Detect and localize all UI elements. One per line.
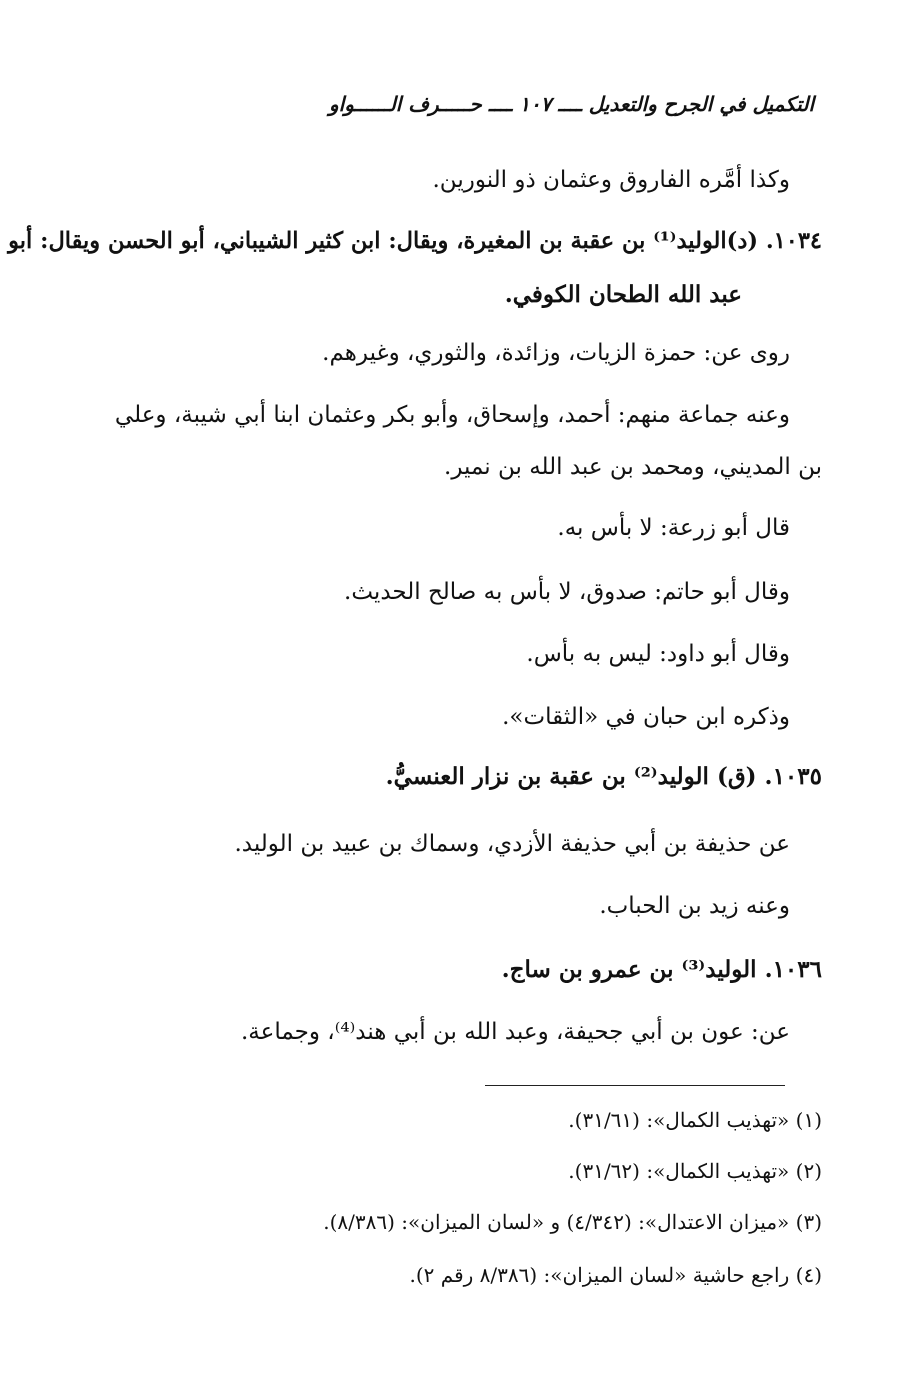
text-line: بن المديني، ومحمد بن عبد الله بن نمير. bbox=[444, 454, 822, 480]
text-line: وعنه زيد بن الحباب. bbox=[599, 893, 790, 919]
footnote: (٣) «ميزان الاعتدال»: (٤/٣٤٢) و «لسان الميزان»: (٨/٣٨٦). bbox=[323, 1210, 822, 1234]
text-line: عن: عون بن أبي جحيفة، وعبد الله بن أبي هند⁽⁴⁾، وجماعة. bbox=[240, 1019, 790, 1045]
entry-heading-1035: ١٠٣٥. (ق) الوليد⁽²⁾ بن عقبة بن نزار العنسيُّ. bbox=[385, 763, 822, 790]
footnote-divider bbox=[485, 1085, 785, 1086]
footnote: (٢) «تهذيب الكمال»: (٣١/٦٢). bbox=[568, 1159, 822, 1183]
entry-heading-1034: ١٠٣٤. (د)الوليد⁽¹⁾ بن عقبة بن المغيرة، ويقال: ابن كثير الشيباني، أبو الحسن ويقال: أبو bbox=[8, 228, 822, 254]
footnote: (٤) راجع حاشية «لسان الميزان»: (٨/٣٨٦ رقم ٢). bbox=[409, 1263, 822, 1287]
footnote: (١) «تهذيب الكمال»: (٣١/٦١). bbox=[568, 1108, 822, 1132]
text-line: روى عن: حمزة الزيات، وزائدة، والثوري، وغيرهم. bbox=[322, 340, 790, 366]
text-line: وقال أبو حاتم: صدوق، لا بأس به صالح الحديث. bbox=[344, 579, 790, 605]
text-line: وعنه جماعة منهم: أحمد، وإسحاق، وأبو بكر وعثمان ابنا أبي شيبة، وعلي bbox=[114, 402, 790, 428]
running-head: التكميل في الجرح والتعديل ــــ ١٠٧ ــــ حـــــرف الــــــواو bbox=[328, 92, 814, 116]
entry-heading-1036: ١٠٣٦. الوليد⁽³⁾ بن عمرو بن ساج. bbox=[501, 956, 822, 983]
entry-heading-continuation: عبد الله الطحان الكوفي. bbox=[504, 281, 742, 308]
text-line: وقال أبو داود: ليس به بأس. bbox=[526, 641, 790, 667]
text-line: عن حذيفة بن أبي حذيفة الأزدي، وسماك بن عبيد بن الوليد. bbox=[234, 831, 790, 857]
text-line: قال أبو زرعة: لا بأس به. bbox=[557, 515, 790, 541]
text-line: وذكره ابن حبان في «الثقات». bbox=[502, 704, 790, 730]
text-line: وكذا أمَّره الفاروق وعثمان ذو النورين. bbox=[432, 167, 790, 193]
